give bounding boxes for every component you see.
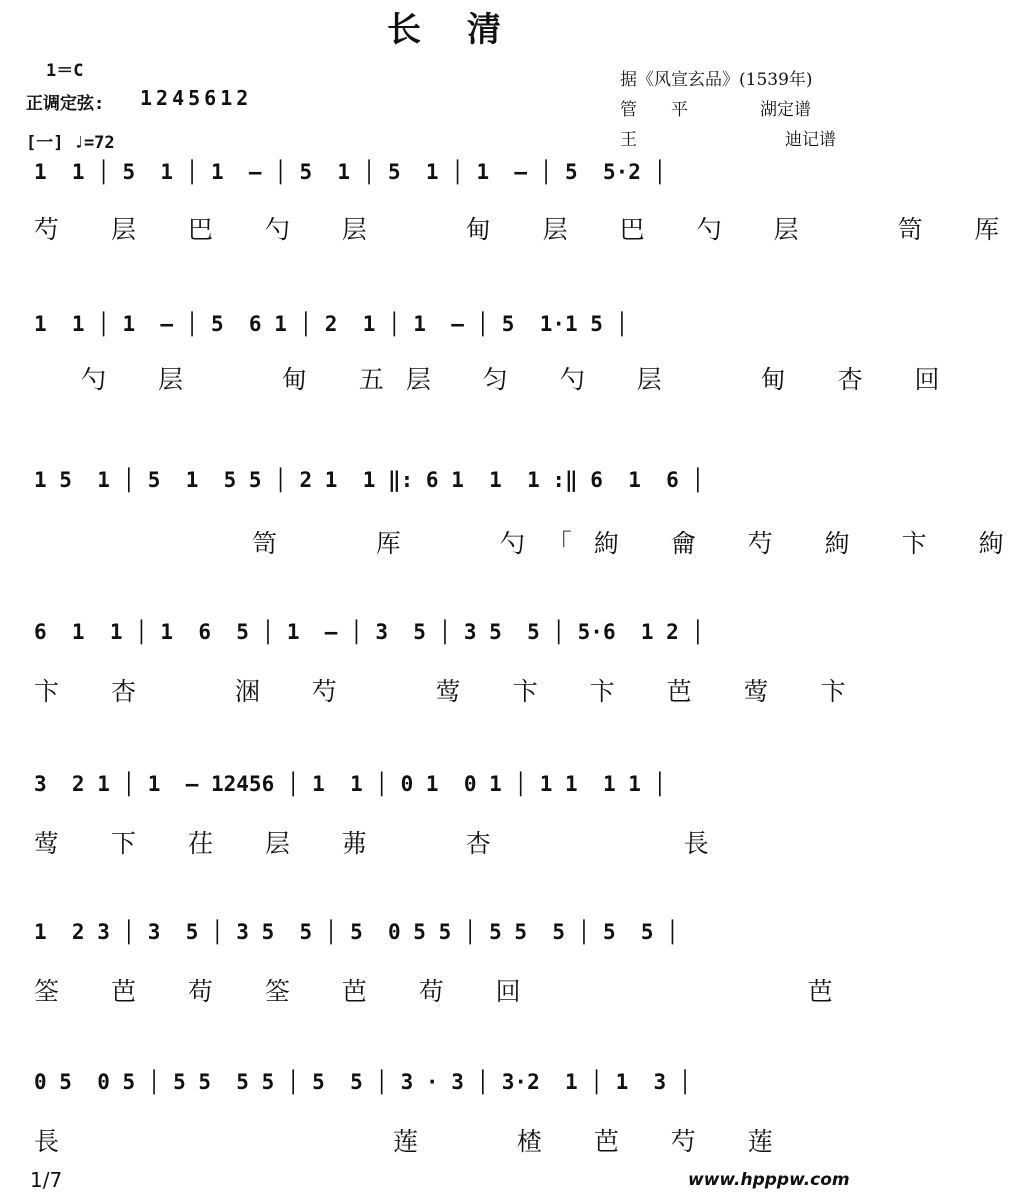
site-watermark: www.hpppw.com (688, 1170, 850, 1190)
tablature-line: 笥 厍 勺「絇 龠 芍 絇 卞 絇 (34, 529, 1026, 558)
notation-line: 3 2 1 │ 1 — 12456 │ 1 1 │ 0 1 0 1 │ 1 1 1 1 │ (34, 772, 667, 796)
source-note: 据《风宣玄品》(1539年) (620, 70, 813, 90)
tablature-line: 筌 芭 苟 筌 芭 苟 回 芭 (34, 977, 855, 1006)
tablature-line: 卞 杏 涃 芍 莺 卞 卞 芭 莺 卞 (34, 677, 868, 706)
notation-line: 1 2 3 │ 3 5 │ 3 5 5 │ 5 0 5 5 │ 5 5 5 │ 5 5 │ (34, 920, 679, 944)
tablature-line: 長 莲 楂 芭 芍 莲 (34, 1127, 795, 1156)
notation-line: 1 1 │ 5 1 │ 1 — │ 5 1 │ 5 1 │ 1 — │ 5 5·2 │ (34, 160, 667, 184)
tablature-line: 芍 层 巴 勺 层 甸 层 巴 勺 层 笥 厍 (34, 215, 1022, 244)
key-signature: 1＝C (46, 61, 84, 81)
credit-1-name: 管 平 (620, 100, 688, 120)
section-tempo: [一] ♩=72 (26, 133, 115, 153)
notation-line: 0 5 0 5 │ 5 5 5 5 │ 5 5 │ 3 · 3 │ 3·2 1 │ 1 3 │ (34, 1070, 692, 1094)
tablature-line: 勺 层 甸 五层 匀 勺 层 甸 杏 回 (34, 365, 962, 394)
tuning-value: 1245612 (140, 86, 253, 110)
notation-line: 1 1 │ 1 — │ 5 6 1 │ 2 1 │ 1 — │ 5 1·1 5 │ (34, 312, 629, 336)
notation-line: 1 5 1 │ 5 1 5 5 │ 2 1 1 ‖: 6 1 1 1 :‖ 6 1 6 │ (34, 468, 705, 492)
credit-1-role: 湖定谱 (760, 100, 811, 120)
credit-2-name: 王 (620, 130, 637, 150)
tuning-label: 正调定弦: (26, 94, 105, 114)
page-title: 长清 (387, 10, 547, 50)
credit-2-role: 迪记谱 (785, 130, 836, 150)
page-number: 1/7 (30, 1168, 63, 1192)
tablature-line: 莺 下 茌 层 茀 杏 長 (34, 829, 731, 858)
notation-line: 6 1 1 │ 1 6 5 │ 1 — │ 3 5 │ 3 5 5 │ 5·6 1 2 │ (34, 620, 705, 644)
